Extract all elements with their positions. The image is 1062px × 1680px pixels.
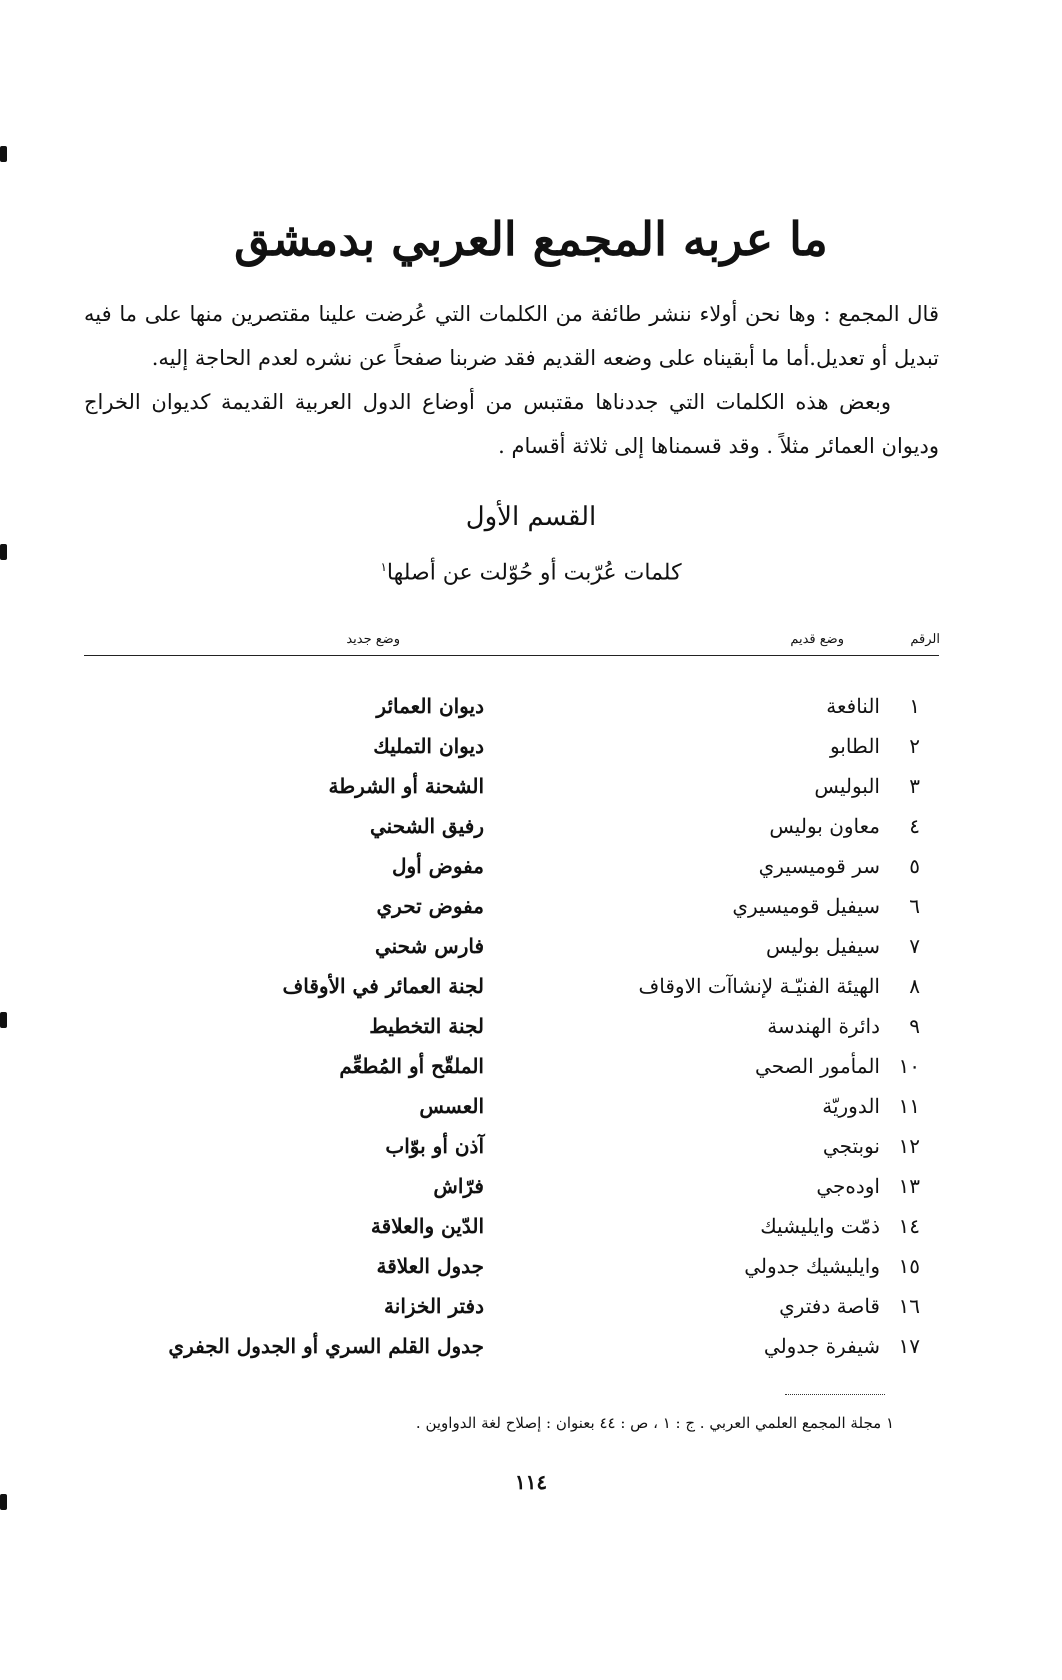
entry-old-term: سر قوميسيري <box>758 854 880 878</box>
entry-number: ٤ <box>909 814 920 838</box>
entry-new-term: العسس <box>419 1094 484 1118</box>
entry-new-term: الدّين والعلاقة <box>370 1214 484 1238</box>
entry-new-term: ديوان العمائر <box>376 694 484 718</box>
entry-new-term: ديوان التمليك <box>373 734 484 758</box>
table-row <box>0 1046 1062 1086</box>
table-row <box>0 1006 1062 1046</box>
table-row <box>0 966 1062 1006</box>
entry-old-term: الهيئة الفنيّـة لإنشاآت الاوقاف <box>638 974 880 998</box>
table-row <box>0 846 1062 886</box>
entry-number: ١ <box>909 694 920 718</box>
entry-old-term: ذمّت وايليشيك <box>760 1214 880 1238</box>
entry-number: ١٢ <box>898 1134 920 1158</box>
footnote: ١ مجلة المجمع العلمي العربي . ج : ١ ، ص : ٤٤ بعنوان : إصلاح لغة الدواوين . <box>415 1414 894 1432</box>
binding-mark <box>0 544 7 560</box>
entry-old-term: قاصة دفتري <box>779 1294 880 1318</box>
entry-new-term: مفوض تحري <box>376 894 484 918</box>
entry-old-term: اوده‌جي <box>816 1174 880 1198</box>
entry-new-term: جدول العلاقة <box>376 1254 484 1278</box>
section-subheading-text: كلمات عُرّبت أو حُوّلت عن أصلها <box>386 560 682 586</box>
table-row <box>0 1246 1062 1286</box>
entry-number: ٦ <box>909 894 920 918</box>
table-row <box>0 926 1062 966</box>
entry-number: ١٠ <box>898 1054 920 1078</box>
entry-old-term: الطابو <box>829 734 880 758</box>
table-row <box>0 766 1062 806</box>
entry-number: ١٥ <box>898 1254 920 1278</box>
entry-old-term: دائرة الهندسة <box>767 1014 880 1038</box>
entry-old-term: النافعة <box>826 694 880 718</box>
entry-old-term: شيفرة جدولي <box>763 1334 880 1358</box>
entry-old-term: معاون بوليس <box>769 814 880 838</box>
page-title: ما عربه المجمع العربي بدمشق <box>234 212 828 266</box>
table-row <box>0 1086 1062 1126</box>
page-number: ١١٤ <box>514 1470 548 1494</box>
entry-old-term: سيفيل قوميسيري <box>732 894 880 918</box>
table-row <box>0 1166 1062 1206</box>
entry-number: ٥ <box>909 854 920 878</box>
entry-new-term: الشحنة أو الشرطة <box>328 774 484 798</box>
entry-new-term: دفتر الخزانة <box>384 1294 484 1318</box>
entry-new-term: لجنة التخطيط <box>369 1014 484 1038</box>
entry-number: ١٦ <box>898 1294 920 1318</box>
intro-text <box>84 292 939 468</box>
footnote-reference: ١ <box>380 560 387 574</box>
entry-new-term: فرّاش <box>433 1174 484 1198</box>
entry-old-term: سيفيل بوليس <box>766 934 880 958</box>
entry-number: ١٤ <box>898 1214 920 1238</box>
entry-number: ٨ <box>909 974 920 998</box>
table-row <box>0 686 1062 726</box>
entry-number: ٣ <box>909 774 920 798</box>
table-row <box>0 886 1062 926</box>
table-row <box>0 806 1062 846</box>
entry-number: ٩ <box>909 1014 920 1038</box>
entry-new-term: مفوض أول <box>391 854 484 878</box>
column-header-old: وضع قديم <box>790 632 844 647</box>
binding-mark <box>0 146 7 162</box>
entry-new-term: فارس شحني <box>374 934 484 958</box>
column-header-new: وضع جديد <box>346 632 400 647</box>
binding-mark <box>0 1494 7 1510</box>
table-row <box>0 1286 1062 1326</box>
table-row <box>0 726 1062 766</box>
header-rule <box>84 655 939 656</box>
entry-number: ١١ <box>898 1094 920 1118</box>
footnote-rule <box>785 1394 885 1395</box>
entry-new-term: الملقّح أو المُطعِّم <box>339 1054 484 1078</box>
table-row <box>0 1206 1062 1246</box>
table-row <box>0 1326 1062 1366</box>
term-table <box>0 686 1062 1366</box>
entry-new-term: آذن أو بوّاب <box>385 1134 484 1158</box>
entry-number: ٢ <box>909 734 920 758</box>
table-row <box>0 1126 1062 1166</box>
entry-old-term: الدوريّة <box>822 1094 880 1118</box>
entry-new-term: جدول القلم السري أو الجدول الجفري <box>168 1334 484 1358</box>
entry-new-term: لجنة العمائر في الأوقاف <box>282 974 484 998</box>
intro-paragraph: وبعض هذه الكلمات التي جددناها مقتبس من أوضاع الدول العربية القديمة كديوان الخراج وديوان العمائر مثلاً . وقد قسمناها إلى ثلاثة أقسام . <box>84 390 939 458</box>
entry-old-term: نوبتجي <box>822 1134 880 1158</box>
entry-new-term: رفيق الشحني <box>369 814 484 838</box>
section-subheading <box>0 560 1062 585</box>
intro-paragraph: قال المجمع : وها نحن أولاء ننشر طائفة من الكلمات التي عُرضت علينا مقتصرين منها على ما فيه تبديل أو تعديل.أما ما أبقيناه على وضعه القديم فقد ضربنا صفحاً عن نشره لعدم الحاجة إليه. <box>84 302 939 370</box>
entry-number: ١٧ <box>898 1334 920 1358</box>
entry-old-term: المأمور الصحي <box>755 1054 880 1078</box>
section-heading: القسم الأول <box>465 502 597 532</box>
entry-old-term: البوليس <box>814 774 880 798</box>
entry-old-term: وايليشيك جدولي <box>744 1254 880 1278</box>
entry-number: ١٣ <box>898 1174 920 1198</box>
entry-number: ٧ <box>909 934 920 958</box>
column-header-number: الرقم <box>910 632 940 647</box>
